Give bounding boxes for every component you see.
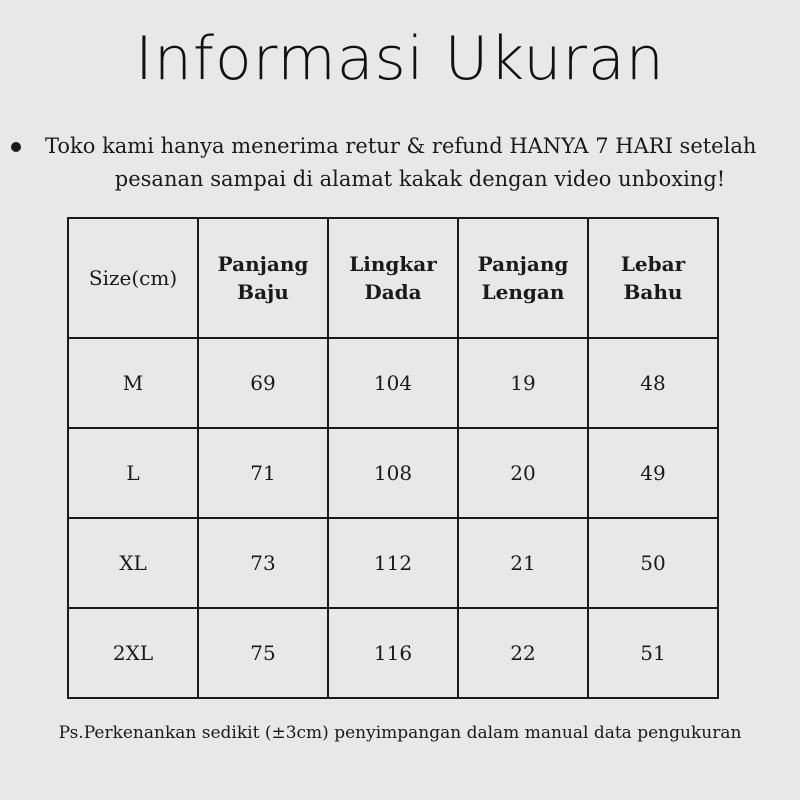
header-panjang-lengan xyxy=(458,218,588,338)
table-cell-size: 2XL xyxy=(68,608,198,698)
measurement-tolerance-note: Ps.Perkenankan sedikit (±3cm) penyimpangan dalam manual data pengukuran xyxy=(58,723,742,743)
table-cell: 51 xyxy=(588,608,718,698)
notice-line-2: pesanan sampai di alamat kakak dengan video unboxing! xyxy=(114,167,726,191)
table-cell: 50 xyxy=(588,518,718,608)
table-cell: 21 xyxy=(458,518,588,608)
table-cell: 108 xyxy=(328,428,458,518)
table-cell-size: XL xyxy=(68,518,198,608)
table-cell: 116 xyxy=(328,608,458,698)
header-label: Lengan xyxy=(481,280,565,304)
notice-line-1: Toko kami hanya menerima retur & refund HANYA 7 HARI setelah xyxy=(45,134,757,158)
table-cell: 49 xyxy=(588,428,718,518)
table-cell-size: L xyxy=(68,428,198,518)
header-label: Bahu xyxy=(623,280,683,304)
page-title: Informasi Ukuran xyxy=(135,24,665,94)
header-size xyxy=(68,218,198,338)
table-row xyxy=(68,608,718,698)
table-cell: 20 xyxy=(458,428,588,518)
header-label: Lingkar xyxy=(349,252,437,276)
table-row xyxy=(68,428,718,518)
table-cell-size: M xyxy=(68,338,198,428)
table-row xyxy=(68,518,718,608)
table-cell: 112 xyxy=(328,518,458,608)
table-row xyxy=(68,338,718,428)
header-lingkar-dada xyxy=(328,218,458,338)
size-chart-table xyxy=(67,217,719,699)
header-panjang-baju xyxy=(198,218,328,338)
table-cell: 19 xyxy=(458,338,588,428)
header-label: Panjang xyxy=(217,252,309,276)
table-cell: 48 xyxy=(588,338,718,428)
table-cell: 104 xyxy=(328,338,458,428)
bullet-icon xyxy=(11,142,21,152)
header-lebar-bahu xyxy=(588,218,718,338)
table-cell: 71 xyxy=(198,428,328,518)
header-label: Lebar xyxy=(620,252,686,276)
header-label: Baju xyxy=(237,280,289,304)
table-cell: 22 xyxy=(458,608,588,698)
header-label: Panjang xyxy=(477,252,569,276)
table-header-row xyxy=(68,218,718,338)
header-label: Size(cm) xyxy=(88,266,178,290)
header-label: Dada xyxy=(364,280,422,304)
table-cell: 73 xyxy=(198,518,328,608)
table-cell: 75 xyxy=(198,608,328,698)
table-cell: 69 xyxy=(198,338,328,428)
